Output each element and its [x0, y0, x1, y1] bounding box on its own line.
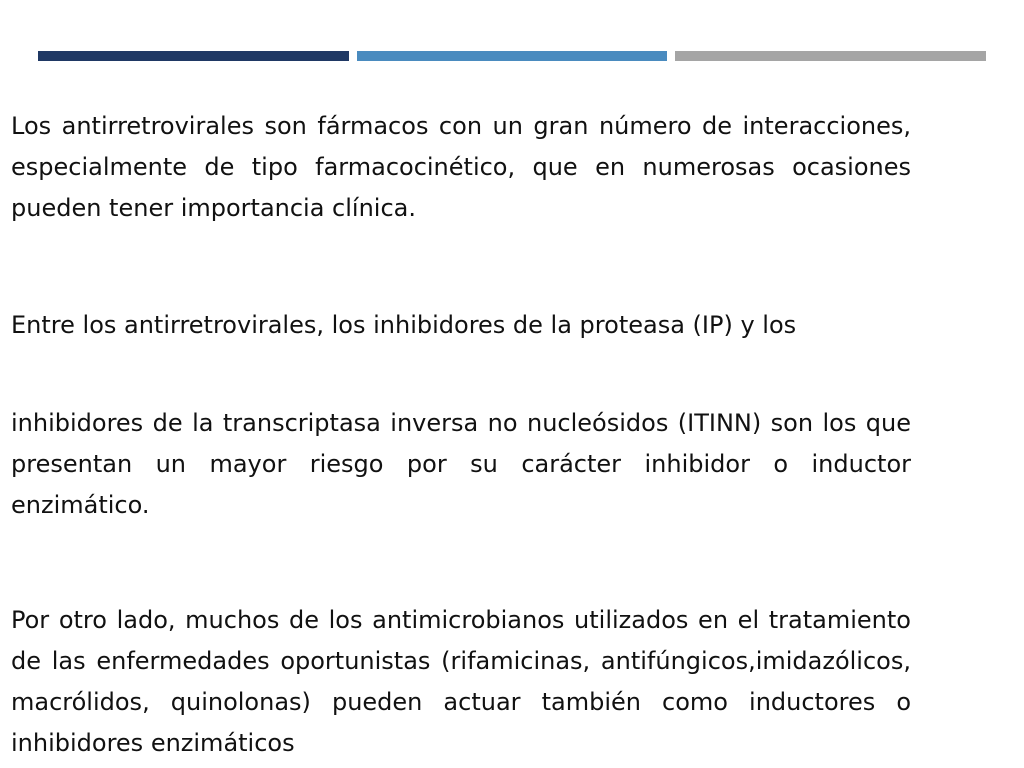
- accent-bar-gray: [675, 51, 986, 61]
- paragraph-antimicrobials: Por otro lado, muchos de los antimicrobianos utilizados en el tratamiento de las enfermedades oportunistas (rifamicinas, antifúngicos,imidazólicos, macrólidos, quinolonas) pueden actuar también como inductores o inhibidores enzimáticos: [11, 606, 911, 757]
- paragraph-interactions: Los antirretrovirales son fármacos con un gran número de interacciones, especialmente de tipo farmacocinético, que en numerosas ocasiones pueden tener importancia clínica.: [11, 112, 911, 222]
- paragraph-ip-intro: Entre los antirretrovirales, los inhibidores de la proteasa (IP) y los: [11, 311, 797, 339]
- accent-bar-navy: [38, 51, 349, 61]
- accent-bar-blue: [357, 51, 667, 61]
- paragraph-itinn: inhibidores de la transcriptasa inversa no nucleósidos (ITINN) son los que presentan un mayor riesgo por su carácter inhibidor o inductor enzimático.: [11, 409, 911, 519]
